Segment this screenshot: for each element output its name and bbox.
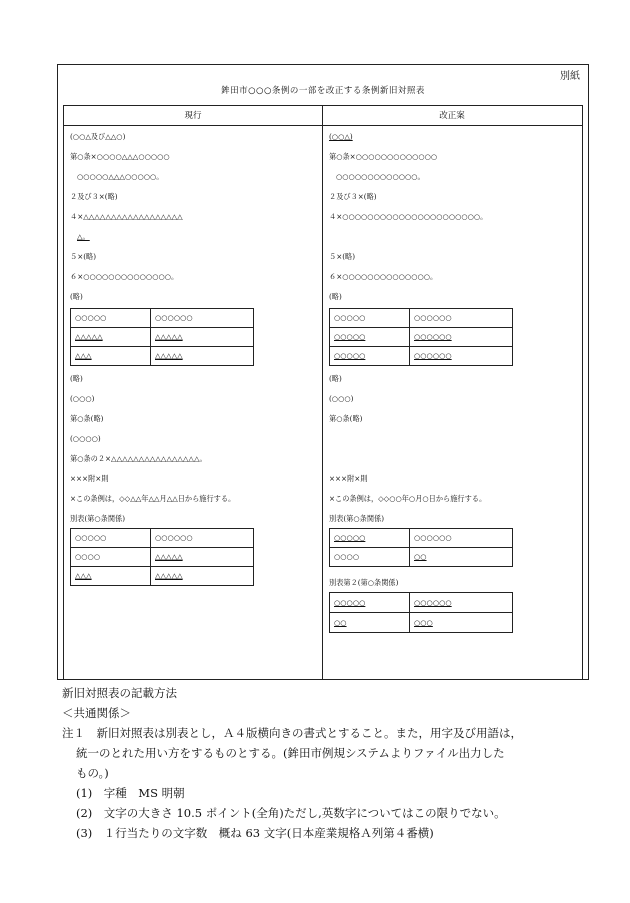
text-line: (○○○○)	[70, 434, 101, 443]
text-line: ４×△△△△△△△△△△△△△△△△△△	[70, 212, 183, 221]
table-cell: △△△	[71, 347, 151, 366]
text-line: (略)	[329, 374, 342, 383]
table-cell: ○○○○○○	[410, 328, 513, 347]
table-cell: ○○○○○	[330, 309, 410, 328]
note-1: 注１ 新旧対照表は別表とし，Ａ４版横向きの書式とすること。また，用字及び用語は，	[62, 726, 522, 740]
table-cell: ○○	[410, 548, 513, 567]
table-cell: ○○○○○○	[410, 529, 513, 548]
notes-heading: 新旧対照表の記載方法	[62, 686, 177, 700]
table-cell: △△△△△	[151, 548, 254, 567]
table-cell: ○○○○○	[330, 593, 410, 613]
text-line: ６×○○○○○○○○○○○○○○。	[329, 272, 438, 281]
text-line: ２及び３×(略)	[329, 192, 377, 201]
text-line: ×この条例は，◇◇△△年△△月△△日から施行する。	[70, 494, 236, 503]
note-item-3: (3) １行当たりの文字数 概ね 63 文字(日本産業規格Ａ列第４番横)	[76, 826, 434, 840]
text-line: ２及び３×(略)	[70, 192, 118, 201]
column-header-current: 現行	[64, 106, 322, 126]
text-line: ×××附×則	[70, 474, 109, 483]
text-line: 別表第２(第○条関係)	[329, 578, 399, 587]
table-cell: ○○○○○	[71, 529, 151, 548]
note-item-1: (1) 字種 MS 明朝	[76, 786, 185, 800]
text-line: 第○条×○○○○○○○○○○○○○	[329, 152, 438, 161]
table-cell: ○○○	[410, 613, 513, 633]
text-line: ×××附×則	[329, 474, 368, 483]
text-line: (○○○)	[329, 394, 354, 403]
text-line: △。	[77, 232, 90, 241]
text-line: 第○条×○○○○△△△○○○○○	[70, 152, 170, 161]
text-line: 第○条(略)	[329, 414, 363, 423]
table-cell: ○○○○○○	[410, 347, 513, 366]
comparison-table	[63, 105, 583, 680]
text-line: (○○△)	[329, 132, 353, 141]
text-line: 第○条の２×△△△△△△△△△△△△△△△△。	[70, 454, 207, 463]
text-line: ×この条例は，◇◇○○年○月○日から施行する。	[329, 494, 487, 503]
table-cell: ○○○○○○	[410, 593, 513, 613]
table-cell: △△△△△	[151, 347, 254, 366]
note-item-2: (2) 文字の大きさ 10.5 ポイント(全角)ただし,英数字についてはこの限りでない。	[76, 806, 506, 820]
table-cell: ○○	[330, 613, 410, 633]
table-cell: ○○○○	[71, 548, 151, 567]
table-cell: △△△△△	[151, 328, 254, 347]
table-cell: △△△△△	[71, 328, 151, 347]
table-cell: ○○○○○○	[410, 309, 513, 328]
notes-section	[62, 683, 622, 843]
text-line: (略)	[329, 292, 342, 301]
sub-table	[70, 528, 254, 586]
table-cell: ○○○○	[330, 548, 410, 567]
table-cell: ○○○○○	[330, 529, 410, 548]
text-line: (○○△及び△△○)	[70, 132, 126, 141]
document-title: 鉾田市○○○条例の一部を改正する条例新旧対照表	[221, 86, 425, 96]
text-line: ５×(略)	[329, 252, 356, 261]
column-header-revised: 改正案	[322, 106, 582, 126]
table-cell: ○○○○○	[71, 309, 151, 328]
text-line: ６×○○○○○○○○○○○○○○。	[70, 272, 179, 281]
table-cell: △△△	[71, 567, 151, 586]
column-divider	[322, 106, 323, 679]
note-1-continued: もの。)	[76, 766, 109, 780]
notes-common-heading: ＜共通関係＞	[62, 706, 131, 720]
sub-table	[329, 592, 513, 633]
text-line: (略)	[70, 292, 83, 301]
note-1-continued: 統一のとれた用い方をするものとする。(鉾田市例規システムよりファイル出力した	[76, 746, 505, 760]
text-line: (○○○)	[70, 394, 95, 403]
table-cell: △△△△△	[151, 567, 254, 586]
attached-label: 別紙	[560, 71, 580, 82]
table-cell: ○○○○○○	[151, 529, 254, 548]
text-line: 別表(第○条関係)	[70, 514, 126, 523]
text-line: ○○○○○○○○○○○○○。	[336, 172, 425, 181]
text-line: 別表(第○条関係)	[329, 514, 385, 523]
table-cell: ○○○○○○	[151, 309, 254, 328]
table-cell: ○○○○○	[330, 328, 410, 347]
text-line: ○○○○○△△△○○○○○。	[77, 172, 164, 181]
table-cell: ○○○○○	[330, 347, 410, 366]
text-line: 第○条(略)	[70, 414, 104, 423]
text-line: (略)	[70, 374, 83, 383]
sub-table	[70, 308, 254, 366]
text-line: ４×○○○○○○○○○○○○○○○○○○○○○○。	[329, 212, 488, 221]
text-line: ５×(略)	[70, 252, 97, 261]
sub-table	[329, 528, 513, 567]
sub-table	[329, 308, 513, 366]
document-frame	[57, 64, 589, 680]
